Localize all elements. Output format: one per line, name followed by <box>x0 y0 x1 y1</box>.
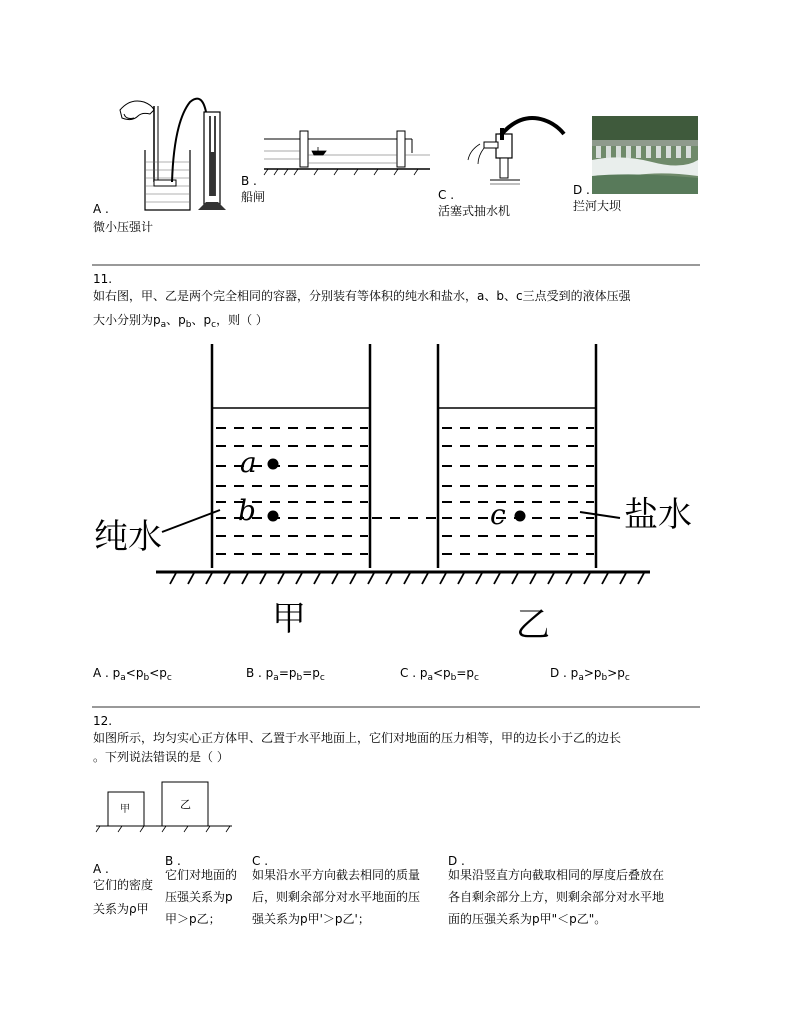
q12-option-a[interactable] <box>93 860 163 918</box>
q12-option-b-letter: B . <box>165 854 181 868</box>
q11-option-b[interactable]: B . $p_a=p_b=p_c$ <box>246 666 325 683</box>
q12-option-a-line2: 关系为ρ甲 <box>93 902 149 916</box>
q11-stem-line2: 大小分别为$p_a$、$p_b$、$p_c$，则（ ） <box>93 313 268 330</box>
q10-figure-a <box>110 92 240 217</box>
q12-option-c-line1: 如果沿水平方向截去相同的质量 <box>252 868 421 882</box>
q12-option-b[interactable] <box>165 852 249 928</box>
q11-number: 11. <box>93 272 113 286</box>
q12-option-c-letter: C . <box>252 854 269 868</box>
divider-q10-q11 <box>92 264 700 266</box>
q12-option-d[interactable] <box>448 852 700 928</box>
q11-label-container-yi: 乙 <box>516 605 550 645</box>
q10-figure-b <box>262 125 432 185</box>
q10-figure-d-dam-photo <box>592 116 698 194</box>
divider-q11-q12 <box>92 706 700 708</box>
q12-option-c-line2: 后，则剩余部分对水平地面的压 <box>252 890 421 904</box>
q11-figure <box>90 336 710 646</box>
q10-option-d-label: 拦河大坝 <box>573 199 622 213</box>
q12-option-b-line1: 它们对地面的 <box>165 868 238 882</box>
q10-option-a-letter: A . <box>93 202 109 216</box>
q11-stem-line1: 如右图，甲、乙是两个完全相同的容器，分别装有等体积的纯水和盐水，a、b、c三点受到的液体压强 <box>93 289 631 303</box>
q12-option-a-line1: 它们的密度 <box>93 878 154 892</box>
q12-option-c-line3: 强关系为p甲'＞p乙'； <box>252 912 370 926</box>
q12-block-jia-label: 甲 <box>120 804 130 815</box>
q12-block-yi-label: 乙 <box>180 798 191 811</box>
q10-option-b-letter: B . <box>241 174 257 188</box>
q11-option-a[interactable]: A . $p_a<p_b<p_c$ <box>93 666 172 683</box>
q12-number: 12. <box>93 714 113 728</box>
q12-option-d-line2: 各自剩余部分上方，则剩余部分对水平地 <box>448 890 665 904</box>
q10-option-c-letter: C . <box>438 188 455 202</box>
q12-stem-line2: 。下列说法错误的是（ ） <box>93 750 229 764</box>
q11-point-c-label: c <box>490 498 506 531</box>
q11-option-d[interactable]: D . $p_a>p_b>p_c$ <box>550 666 630 683</box>
q12-option-d-line3: 面的压强关系为p甲"＜p乙"。 <box>448 912 607 926</box>
q11-label-salt-water: 盐水 <box>624 495 692 535</box>
q12-stem-line1: 如图所示，均匀实心正方体甲、乙置于水平地面上，它们对地面的压力相等，甲的边长小于乙的边长 <box>93 731 622 745</box>
q12-option-b-line2: 压强关系为p <box>165 890 233 904</box>
q11-label-container-jia: 甲 <box>272 599 306 639</box>
q11-option-c[interactable]: C . $p_a<p_b=p_c$ <box>400 666 479 683</box>
q12-option-c[interactable] <box>252 852 444 928</box>
q11-point-b-label: b <box>238 494 256 527</box>
q10-figure-c <box>460 108 570 188</box>
q11-point-a-label: a <box>240 446 257 479</box>
q10-option-a-label: 微小压强计 <box>93 220 154 234</box>
q12-option-d-letter: D . <box>448 854 465 868</box>
q12-option-d-line1: 如果沿竖直方向截取相同的厚度后叠放在 <box>448 868 665 882</box>
q10-option-d-letter: D . <box>573 183 590 197</box>
q12-option-b-line3: 甲＞p乙； <box>165 912 221 926</box>
q10-option-b-label: 船闸 <box>241 190 266 204</box>
q12-figure <box>94 778 234 836</box>
q10-option-c-label: 活塞式抽水机 <box>438 204 511 218</box>
q12-option-a-letter: A . <box>93 862 109 876</box>
q11-label-pure-water: 纯水 <box>94 517 162 557</box>
